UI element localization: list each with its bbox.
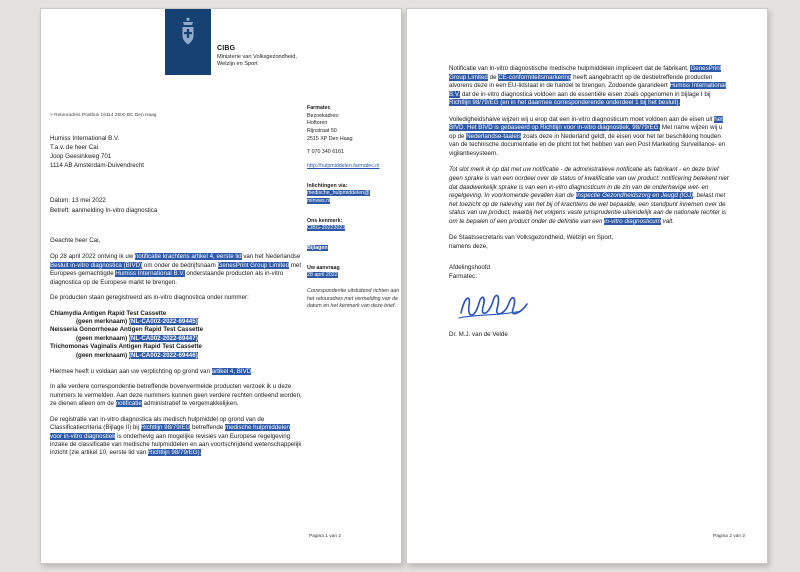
visit-line: Hoftoren — [307, 120, 328, 127]
ministry-line-2: Welzijn en Sport — [217, 60, 258, 67]
text-segment: betreffende — [190, 424, 225, 432]
text-segment: Volledigheidshalve wijzen wij u erop dat een in-vitro diagnosticum moet voldoen aan de eisen uit — [449, 115, 715, 123]
text-segment: is onderhevig aan mogelijke revisies van Europese regelgeving inzake de classificatie van medische hulpmiddelen en aan voortschrijdend wetenschappelijk inzicht (zie artikel 10, eerste lid van — [50, 432, 302, 457]
paragraph — [449, 65, 729, 108]
text-segment: De producten staan geregistreerd als in-vitro diagnostica onder nummer: — [50, 294, 249, 302]
text-segment: Op 28 april 2022 ontving ik uw — [50, 253, 135, 261]
closing-line: namens deze, — [449, 243, 488, 251]
sidebar-dept: Farmatec — [307, 105, 331, 111]
text-segment: . — [251, 368, 253, 376]
product-brand: (geen merknaam) — [76, 317, 129, 325]
text-segment: Notificatie van in-vitro diagnostische medische hulpmiddelen impliceert dat de fabrikant, — [449, 65, 691, 72]
text-segment: onderstaande producten als in-vitro diagnostica op de Europese markt te brengen. — [50, 270, 284, 286]
org-name: CIBG — [217, 45, 236, 52]
letter-body-page-1 — [50, 237, 302, 465]
visit-line: Rijnstraat 50 — [307, 128, 337, 135]
reference-value: CIBG-20223023 — [307, 225, 346, 232]
text-segment: zoals deze in Nederland geldt, de eisen voor het ter beschikking houden van de technische documentatie en de plicht tot het hebben van een Post Marketing Surveillance- en vigilantiesysteem. — [449, 132, 726, 157]
product-name: Chlamydia Antigen Rapid Test Cassette — [50, 309, 167, 317]
phone-number: T 070 340 6161 — [307, 149, 345, 156]
closing-block — [449, 234, 729, 252]
signature — [455, 285, 729, 329]
page-number: Pagina 2 van 2 — [713, 534, 746, 539]
letter-meta — [50, 196, 157, 215]
visit-line: 2515 XP Den Haag — [307, 135, 353, 142]
farmatec-website-link[interactable]: http://hulpmiddelen.farmatec.nl — [307, 163, 380, 170]
text-segment: valt. — [660, 217, 674, 225]
letter-body-page-2 — [449, 65, 729, 339]
highlighted-text: Richtlijn 98/79/EG — [140, 424, 191, 432]
text-segment: administratief te vergemakkelijken. — [141, 400, 239, 408]
role-line: Afdelingshoofd — [449, 264, 490, 272]
return-address: > Retouradres Postbus 16114 2500 BC Den Haag — [50, 113, 157, 118]
text-segment: de — [487, 73, 499, 81]
highlighted-text: Richtlijn 98/79/EG (en in het daarmee corresponderende onderdeel 1 bij het besluit). — [449, 99, 681, 107]
product-registration-number: (NL-CA002-2022-69447) — [128, 334, 198, 342]
text-segment: In alle verdere correspondentie betreffende bovenvermelde producten verzoek ik u deze nummers te vermelden. Aan deze nummers kunnen geen verdere rechten ontleend worden, ze dienen alleen om de — [50, 383, 302, 408]
product-list — [50, 310, 302, 361]
highlighted-text: Inspectie Gezondheidszorg en Jeugd (IGJ) — [575, 192, 694, 200]
letterhead — [217, 45, 297, 68]
date-line: Datum: 13 mei 2022 — [50, 197, 106, 204]
product-brand: (geen merknaam) — [76, 351, 129, 359]
highlighted-text: Humiss International B.V. — [449, 82, 726, 98]
highlighted-text: artikel 4, BIVD — [211, 368, 252, 376]
request-label: Uw aanvraag — [307, 264, 340, 271]
text-segment: Met name wijzen wij u op de — [449, 124, 723, 140]
salutation: Geachte heer Cai, — [50, 237, 101, 244]
highlighted-text: Nederlandse-taaleis — [466, 132, 522, 140]
recipient-line: T.a.v. de heer Cai — [50, 143, 99, 151]
text-segment: dat de in-vitro diagnostica voldoen aan de essentiële eisen zoals opgenomen in bijlage I bij — [460, 90, 711, 98]
highlighted-text: het BIVD. Het BIVD is gebaseerd op Richtlijn voor in-vitro diagnostiek, 98/79/EG. — [449, 115, 723, 132]
text-segment: om onder de bedrijfsnaam — [142, 261, 218, 269]
visit-label: Bezoekadres: — [307, 112, 340, 119]
highlighted-text: notificatie krachtens artikel 4, eerste lid — [134, 253, 242, 261]
paragraph — [50, 368, 302, 376]
text-segment: , belast met het toezicht op de naleving van het bij of krachtens de wet bepaalde, een standpunt innemen over de status van uw product, waarbij het volgens vaste jurisprudentie uiteindelijk aan de nationale rechter is om te bepalen of een product onder de definitie van een — [449, 192, 727, 225]
highlighted-text: GenesPrint Group Limited — [217, 261, 290, 269]
product-registration-number: (NL-CA002-2022-69445) — [128, 317, 198, 325]
text-segment: De registratie van in-vitro diagnostica als medisch hulpmiddel op grond van de Classificatiecriteria (Bijlage II) bij — [50, 415, 265, 432]
highlighted-text: notificatie — [115, 400, 142, 408]
text-segment: met Europees gemachtigde — [50, 261, 302, 278]
product-number-line — [50, 352, 302, 360]
ministry-line-1: Ministerie van Volksgezondheid, — [217, 53, 297, 60]
highlighted-text: Humiss International B.V. — [115, 270, 185, 278]
paragraph — [449, 116, 729, 159]
product-name: Neisseria Gonorrhoeae Antigen Rapid Test Cassette — [50, 326, 204, 334]
product-number-line — [50, 335, 302, 343]
closing-line: De Staatssecretaris van Volksgezondheid, Welzijn en Sport, — [449, 234, 614, 242]
highlighted-text: CE-conformiteitsmarkering — [498, 73, 572, 81]
recipient-line: Humiss International B.V. — [50, 135, 120, 142]
highlighted-text: GenesPrint Group Limited — [449, 65, 722, 81]
dutch-coat-of-arms-icon — [179, 16, 197, 55]
correspondence-note: Correspondentie uitsluitend richten aan het retouradres met vermelding van de datum en het kenmerk van deze brief. — [307, 288, 400, 310]
paragraph-disclaimer — [449, 166, 729, 226]
attachments-label: Bijlagen — [307, 245, 328, 252]
paragraph — [50, 253, 302, 287]
rijksoverheid-logo-ribbon — [165, 9, 211, 75]
signer-role — [449, 264, 729, 282]
paragraph — [50, 294, 302, 302]
contact-label: Inlichtingen via: — [307, 182, 348, 189]
paragraph — [50, 383, 302, 408]
highlighted-text: Besluit in-vitro diagnostica (BIVD) — [50, 261, 143, 269]
page-number: Pagina 1 van 2 — [309, 534, 342, 539]
role-line: Farmatec: — [449, 273, 477, 281]
reference-label: Ons kenmerk: — [307, 217, 343, 224]
product-registration-number: (NL-CA002-2022-69446) — [128, 351, 198, 359]
text-segment: heeft aangebracht op de desbetreffende producten alvorens deze in een EU-lidstaat in de handel te brengen. Zodoende garandeert — [449, 73, 713, 90]
contact-email-line[interactable]: minvws.nl — [307, 198, 331, 205]
highlighted-text: Richtlijn 98/79/EG). — [148, 449, 202, 457]
recipient-line: 1114 AB Amsterdam-Duivendrecht — [50, 161, 145, 169]
recipient-line: Joop Geesinkweg 701 — [50, 152, 112, 160]
product-name: Trichomonas Vaginalis Antigen Rapid Test Cassette — [50, 343, 202, 351]
letter-sidebar — [307, 105, 401, 311]
highlighted-text: medische hulpmiddelen voor in-vitro diagnostiek — [50, 424, 290, 440]
paragraph — [50, 416, 302, 458]
text-segment: van het Nederlandse — [241, 253, 301, 261]
subject-line: Betreft: aanmelding In-vitro diagnostica — [50, 206, 158, 214]
product-brand: (geen merknaam) — [76, 334, 129, 342]
product-number-line — [50, 318, 302, 326]
signer-name: Dr. M.J. van de Velde — [449, 330, 508, 338]
text-segment: Hiermee heeft u voldaan aan uw verplichting op grond van — [50, 368, 212, 376]
recipient-address — [50, 135, 144, 171]
contact-email-line[interactable]: medische_hulpmiddelen@ — [307, 190, 370, 197]
text-segment: Tot slot merk ik op dat met uw notificatie - de administratieve notificatie als fabrikant - en deze brief geen sprake is van een oordeel over de status of kwalificatie van uw product: notificering betekent niet dat daadwerkelijk sprake is van een in-vitro diagnosticum in de zin van de onderhavige wet- en regelgeving. In voorkomende gevallen kan de — [449, 166, 729, 200]
letter-page-1 — [40, 8, 402, 564]
letter-page-2 — [406, 8, 768, 564]
highlighted-text: in-vitro diagnosticum — [604, 217, 661, 225]
request-date: 28 april 2022 — [307, 272, 338, 279]
